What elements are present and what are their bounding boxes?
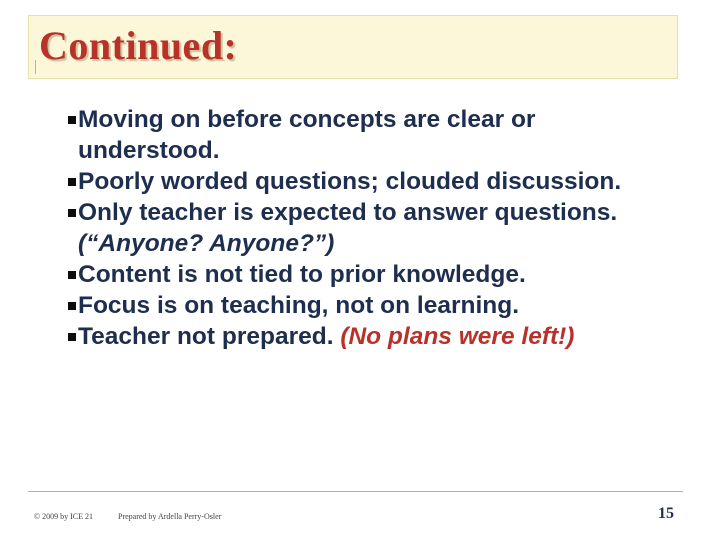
bullet-item (60, 321, 680, 352)
bullet-note: (No plans were left!) (340, 323, 575, 350)
square-bullet-icon (68, 302, 76, 310)
bullet-text: Poorly worded questions; clouded discussion. (78, 168, 622, 195)
square-bullet-icon (68, 333, 76, 341)
footer-divider (28, 491, 683, 492)
bullet-text: Teacher not prepared. (78, 323, 341, 350)
square-bullet-icon (68, 271, 76, 279)
bullet-text: Focus is on teaching, not on learning. (78, 292, 520, 319)
bullet-list (60, 104, 680, 352)
bullet-item (60, 259, 680, 290)
bullet-text: Content is not tied to prior knowledge. (78, 261, 526, 288)
bullet-note: (“Anyone? Anyone?”) (78, 230, 335, 257)
footer-copyright: © 2009 by ICE 21 (34, 512, 93, 521)
bullet-item (60, 197, 680, 259)
bullet-item (60, 290, 680, 321)
square-bullet-icon (68, 209, 76, 217)
title-bar (28, 15, 678, 79)
square-bullet-icon (68, 178, 76, 186)
slide-title: Continued: (39, 23, 238, 68)
bullet-text: Moving on before concepts are clear or understood. (78, 106, 536, 164)
square-bullet-icon (68, 116, 76, 124)
bullet-item (60, 104, 680, 166)
page-number: 15 (658, 505, 674, 522)
footer-prepared-by: Prepared by Ardella Perry-Osler (118, 512, 222, 521)
bullet-text: Only teacher is expected to answer questions. (78, 199, 618, 226)
bullet-item (60, 166, 680, 197)
